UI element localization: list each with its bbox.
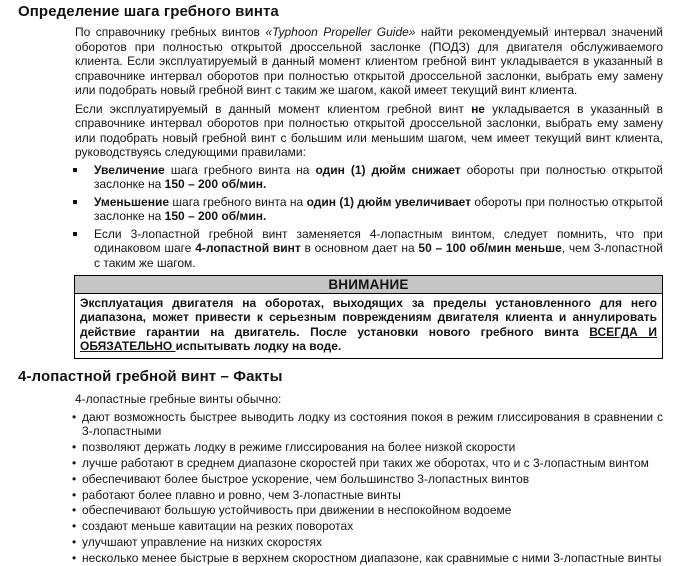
section2-intro: 4-лопастные гребные винты обычно: <box>75 391 282 406</box>
list-item: • работают более плавно и ровно, чем 3-лопастные винты <box>72 488 663 503</box>
section1-title: Определение шага гребного винта <box>18 3 279 20</box>
text-run: один (1) дюйм снижает <box>315 162 461 177</box>
text-run: ВСЕГДА И ОБЯЗАТЕЛЬНО <box>80 324 657 354</box>
text-run: «Typhoon Propeller Guide» <box>265 25 416 39</box>
list-item: • позволяют держать лодку в режиме глиссирования на более низкой скорости <box>72 440 663 455</box>
text-run: один (1) дюйм увеличивает <box>306 194 472 209</box>
pitch-rules-list <box>0 163 663 271</box>
list-item <box>72 227 663 271</box>
section1-paragraph-2 <box>75 102 663 160</box>
list-item <box>72 163 663 192</box>
text-run: шага гребного винта на <box>169 194 307 209</box>
text-run: обороты при полностью открытой заслонке на <box>94 194 663 223</box>
four-blade-facts-list <box>0 410 663 566</box>
text-run: По справочнику гребных винтов <box>75 25 266 39</box>
text-run: 4-лопастной винт <box>195 241 301 255</box>
list-item <box>72 195 663 224</box>
text-run: Увеличение <box>94 162 165 177</box>
warning-body <box>75 294 662 358</box>
text-run: шага гребного винта на <box>164 162 316 177</box>
text-run: 150 – 200 об/мин. <box>164 209 267 223</box>
warning-title: ВНИМАНИЕ <box>75 276 662 294</box>
list-item: • лучше работают в среднем диапазоне скоростей при таких же оборотах, что и с 3-лопастным винтом <box>72 456 663 471</box>
text-run: найти рекомендуемый интервал значений оборотов при полностью открытой дроссельной заслонке (ПОДЗ) для двигателя обслуживаемого клиента. Если эксплуатируемый в данный момент клиентом гребной винт укладывается в указанный в справочнике интервал оборотов при полностью открытой дроссельной заслонки, выбрать ему замену или подобрать новый гребной винт с таким же шагом, какой имеет текущий винт клиента. <box>75 25 663 97</box>
text-run: укладывается в указанный в справочнике интервал оборотов при полностью открытой дроссельной заслонки, выбрать ему замену или подобрать новый гребной винт с большим или меньшим шагом, чем имеет текущий винт клиента, руководствуясь следующими правилами: <box>75 101 663 159</box>
text-run: , чем 3-лопастной с таким же шагом. <box>94 241 663 270</box>
text-run: испытывать лодку на воде. <box>175 339 342 354</box>
list-item: • создают меньше кавитации на резких поворотах <box>72 519 663 534</box>
list-item: • дают возможность быстрее выводить лодку из состояния покоя в режим глиссирования в сравнении с 3-лопастными <box>72 410 663 440</box>
text-run: не <box>471 101 485 116</box>
section1-paragraph-1 <box>75 25 663 98</box>
text-run: 150 – 200 об/мин. <box>164 177 267 191</box>
warning-box <box>74 275 663 359</box>
list-item: • улучшают управление на низких скоростях <box>72 535 663 550</box>
text-run: Эксплуатация двигателя на оборотах, выходящих за пределы установленного для него диапазона, может привести к серьезным повреждениям двигателя клиента и аннулировать действие гарантии на двигатель. После установки нового гребного винта <box>80 296 657 339</box>
list-item: • несколько менее быстрые в верхнем скоростном диапазоне, как сравнимые с ними 3-лопастные винты <box>72 551 663 566</box>
text-run: Если эксплуатируемый в данный момент клиентом гребной винт <box>75 101 472 116</box>
text-run: в основном дает на <box>300 241 419 255</box>
text-run: обороты при полностью открытой заслонке на <box>94 162 663 191</box>
text-run: Уменьшение <box>94 194 170 209</box>
list-item: • обеспечивают большую устойчивость при движении в неспокойном водоеме <box>72 503 663 518</box>
section2-title: 4-лопастной гребной винт – Факты <box>18 367 283 385</box>
text-run: Если 3-лопастной гребной винт заменяется 4-лопастным винтом, следует помнить, что при одинаковом шаге <box>94 226 663 255</box>
text-run: 50 – 100 об/мин меньше <box>418 241 562 255</box>
list-item: • обеспечивают более быстрое ускорение, чем большинство 3-лопастных винтов <box>72 472 663 487</box>
